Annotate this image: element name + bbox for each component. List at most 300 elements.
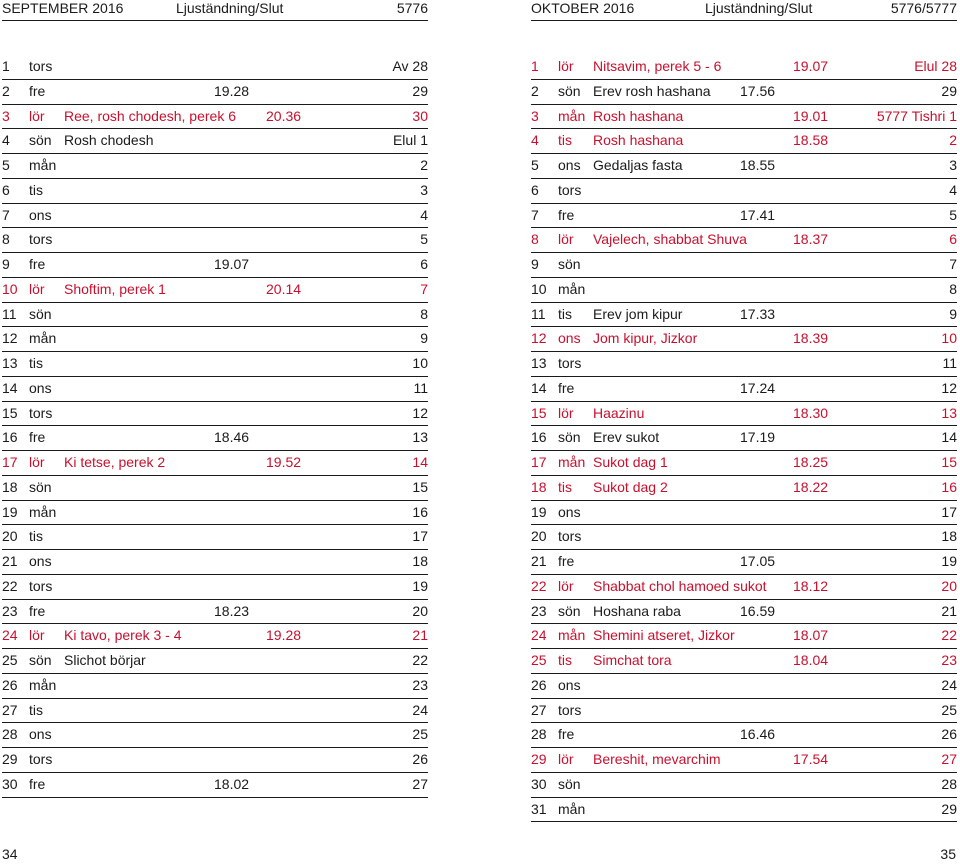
day-row: [531, 204, 957, 229]
day-number: 18: [531, 478, 547, 495]
day-number: 27: [531, 701, 547, 718]
day-row: [2, 55, 428, 80]
candle-lighting-time: 17.24: [740, 379, 776, 396]
weekday: tors: [29, 577, 53, 594]
weekday: tors: [29, 231, 53, 248]
day-row: [531, 80, 957, 105]
weekday: tors: [558, 528, 582, 545]
event-name: Rosh chodesh: [64, 132, 154, 149]
candle-lighting-time: 18.25: [793, 454, 829, 470]
event-name: Bereshit, mevarchim: [593, 751, 721, 767]
day-row: [2, 80, 428, 105]
candle-lighting-time: 17.41: [740, 206, 776, 223]
day-row: [531, 451, 957, 476]
day-row: [2, 649, 428, 674]
day-row: [531, 129, 957, 154]
event-name: Erev sukot: [593, 429, 660, 446]
weekday: sön: [29, 652, 52, 668]
weekday: tors: [29, 58, 53, 74]
weekday: sön: [29, 132, 52, 149]
day-row: [2, 748, 428, 773]
day-number: 19: [2, 503, 18, 520]
weekday: sön: [558, 429, 581, 446]
weekday: fre: [29, 82, 46, 99]
day-row: [2, 674, 428, 699]
hebrew-date: 21: [941, 602, 957, 619]
candle-lighting-time: 18.04: [793, 652, 829, 668]
hebrew-date: 15: [412, 478, 428, 495]
day-row: [2, 278, 428, 303]
day-number: 28: [2, 726, 18, 743]
day-number: 26: [2, 676, 18, 693]
weekday: fre: [558, 206, 575, 223]
month-header: [531, 0, 957, 17]
weekday: lör: [558, 58, 574, 74]
event-name: Ree, rosh chodesh, perek 6: [64, 107, 236, 124]
weekday: lör: [558, 231, 574, 248]
day-row: [531, 377, 957, 402]
day-row: [531, 55, 957, 80]
event-name: Slichot börjar: [64, 652, 146, 668]
day-number: 23: [2, 602, 18, 619]
weekday: fre: [558, 379, 575, 396]
page-number: 35: [940, 846, 956, 862]
event-name: Rosh hashana: [593, 132, 684, 149]
hebrew-date: 14: [941, 429, 957, 446]
candle-lighting-time: 17.56: [740, 82, 776, 99]
candle-lighting-time: 19.07: [793, 58, 829, 74]
weekday: sön: [558, 602, 581, 619]
day-number: 17: [2, 454, 18, 470]
weekday: lör: [29, 627, 45, 644]
day-row: [531, 773, 957, 798]
hebrew-date: 19: [412, 577, 428, 594]
day-number: 14: [531, 379, 547, 396]
day-number: 28: [531, 726, 547, 743]
hebrew-date: 12: [941, 379, 957, 396]
hebrew-date: 12: [412, 404, 428, 421]
day-row: [2, 402, 428, 427]
candle-lighting-time: 18.46: [214, 429, 250, 446]
hebrew-date: 23: [941, 652, 957, 668]
day-number: 2: [531, 82, 539, 99]
day-row: [531, 674, 957, 699]
day-number: 12: [531, 330, 547, 347]
hebrew-date: 11: [413, 379, 428, 396]
hebrew-date: Elul 1: [392, 132, 428, 149]
day-row: [531, 798, 957, 823]
event-name: Simchat tora: [593, 652, 672, 668]
weekday: tors: [558, 355, 582, 371]
weekday: fre: [558, 726, 575, 743]
hebrew-date: 16: [941, 478, 957, 495]
weekday: fre: [558, 553, 575, 569]
day-number: 14: [2, 379, 18, 396]
hebrew-date: 11: [942, 355, 957, 371]
hebrew-date: 23: [412, 676, 428, 693]
candle-lighting-time: 18.39: [793, 330, 829, 347]
weekday: fre: [29, 775, 46, 792]
day-row: [531, 154, 957, 179]
weekday: tis: [558, 132, 572, 149]
day-list: [531, 55, 957, 822]
day-row: [2, 624, 428, 649]
hebrew-date: 4: [420, 206, 428, 223]
candle-lighting-time: 18.30: [793, 404, 829, 421]
weekday: mån: [558, 280, 586, 297]
day-number: 13: [531, 355, 547, 371]
candle-lighting-time: 18.37: [793, 231, 829, 248]
day-row: [531, 501, 957, 526]
month-title: OKTOBER 2016: [531, 0, 635, 16]
day-number: 26: [531, 676, 547, 693]
weekday: sön: [558, 775, 581, 792]
hebrew-date: 13: [412, 429, 428, 446]
day-row: [531, 748, 957, 773]
hebrew-date: 10: [941, 330, 957, 347]
candle-lighting-label: Ljuständning/Slut: [176, 0, 284, 16]
hebrew-date: 27: [412, 775, 428, 792]
day-number: 15: [2, 404, 18, 421]
day-number: 6: [531, 181, 539, 198]
weekday: fre: [29, 602, 46, 619]
hebrew-date: 27: [941, 751, 957, 767]
day-number: 4: [2, 132, 10, 149]
hebrew-date: 28: [941, 775, 957, 792]
hebrew-date: 8: [949, 280, 957, 297]
weekday: mån: [558, 627, 586, 644]
candle-lighting-label: Ljuständning/Slut: [705, 0, 813, 16]
weekday: mån: [558, 800, 586, 817]
event-name: Vajelech, shabbat Shuva: [593, 231, 747, 248]
day-row: [2, 105, 428, 130]
weekday: tis: [558, 305, 572, 322]
weekday: tors: [29, 751, 53, 767]
candle-lighting-time: 18.02: [214, 775, 250, 792]
candle-lighting-time: 17.05: [740, 553, 776, 569]
day-row: [2, 600, 428, 625]
day-number: 8: [2, 231, 10, 248]
day-number: 21: [2, 553, 18, 569]
day-row: [2, 327, 428, 352]
candle-lighting-time: 17.19: [740, 429, 776, 446]
candle-lighting-time: 18.55: [740, 157, 776, 173]
day-number: 27: [2, 701, 18, 718]
day-row: [2, 179, 428, 204]
hebrew-date: 5: [949, 206, 957, 223]
day-row: [531, 723, 957, 748]
hebrew-date: 6: [949, 231, 957, 248]
weekday: lör: [29, 280, 45, 297]
day-number: 11: [2, 305, 17, 322]
event-name: Haazinu: [593, 404, 645, 421]
candle-lighting-time: 17.54: [793, 751, 829, 767]
candle-lighting-time: 18.23: [214, 602, 250, 619]
candle-lighting-time: 18.58: [793, 132, 829, 149]
event-name: Sukot dag 2: [593, 478, 668, 495]
day-row: [531, 303, 957, 328]
weekday: tors: [29, 404, 53, 421]
day-number: 3: [531, 107, 539, 124]
candle-lighting-time: 19.28: [266, 627, 302, 644]
event-name: Erev rosh hashana: [593, 82, 711, 99]
day-row: [531, 253, 957, 278]
weekday: fre: [29, 256, 46, 272]
hebrew-date: 13: [941, 404, 957, 421]
weekday: lör: [558, 404, 574, 421]
hebrew-date: 2: [949, 132, 957, 149]
weekday: tis: [558, 652, 572, 668]
day-number: 10: [531, 280, 547, 297]
weekday: sön: [29, 305, 52, 322]
day-number: 9: [531, 256, 539, 272]
event-name: Rosh hashana: [593, 107, 684, 124]
day-number: 7: [531, 206, 539, 223]
day-row: [2, 476, 428, 501]
day-number: 31: [531, 800, 547, 817]
month-header: [2, 0, 428, 17]
hebrew-date: 22: [412, 652, 428, 668]
candle-lighting-time: 18.07: [793, 627, 829, 644]
event-name: Gedaljas fasta: [593, 157, 683, 173]
event-name: Ki tavo, perek 3 - 4: [64, 627, 182, 644]
weekday: ons: [29, 379, 52, 396]
candle-lighting-time: 19.52: [266, 454, 302, 470]
day-list: [2, 55, 428, 798]
event-name: Shabbat chol hamoed sukot: [593, 577, 767, 594]
day-number: 13: [2, 355, 18, 371]
weekday: mån: [29, 157, 57, 173]
hebrew-date: 3: [949, 157, 957, 173]
day-row: [2, 352, 428, 377]
day-row: [531, 105, 957, 130]
weekday: fre: [29, 429, 46, 446]
hebrew-date: 25: [412, 726, 428, 743]
day-row: [2, 204, 428, 229]
hebrew-year: 5776/5777: [890, 0, 957, 16]
day-row: [2, 723, 428, 748]
hebrew-date: 22: [941, 627, 957, 644]
hebrew-date: 21: [412, 627, 428, 644]
hebrew-date: 4: [949, 181, 957, 198]
event-name: Jom kipur, Jizkor: [593, 330, 698, 347]
weekday: tors: [558, 181, 582, 198]
day-number: 23: [531, 602, 547, 619]
hebrew-date: 19: [941, 553, 957, 569]
weekday: ons: [558, 157, 581, 173]
event-name: Ki tetse, perek 2: [64, 454, 166, 470]
day-row: [531, 624, 957, 649]
day-row: [2, 773, 428, 798]
day-number: 10: [2, 280, 18, 297]
day-number: 21: [531, 553, 547, 569]
day-number: 29: [531, 751, 547, 767]
day-row: [2, 575, 428, 600]
hebrew-date: 14: [412, 454, 428, 470]
weekday: ons: [558, 330, 581, 347]
day-row: [2, 550, 428, 575]
hebrew-date: 17: [412, 528, 428, 545]
hebrew-date: 2: [420, 157, 428, 173]
weekday: tis: [29, 701, 43, 718]
weekday: tis: [29, 355, 43, 371]
weekday: ons: [558, 676, 581, 693]
day-row: [531, 278, 957, 303]
hebrew-date: 8: [420, 305, 428, 322]
hebrew-date: 25: [941, 701, 957, 718]
hebrew-date: 29: [941, 82, 957, 99]
weekday: sön: [558, 256, 581, 272]
day-row: [531, 600, 957, 625]
weekday: mån: [29, 503, 57, 520]
hebrew-date: 6: [420, 256, 428, 272]
hebrew-date: Av 28: [392, 58, 428, 74]
day-row: [2, 303, 428, 328]
event-name: Erev jom kipur: [593, 305, 683, 322]
day-number: 20: [2, 528, 18, 545]
weekday: mån: [558, 107, 586, 124]
day-number: 5: [2, 157, 10, 173]
day-row: [531, 228, 957, 253]
candle-lighting-time: 18.12: [793, 577, 829, 594]
day-number: 30: [531, 775, 547, 792]
hebrew-date: 16: [412, 503, 428, 520]
weekday: ons: [29, 206, 52, 223]
hebrew-date: 20: [941, 577, 957, 594]
hebrew-date: 18: [941, 528, 957, 545]
candle-lighting-time: 16.46: [740, 726, 776, 743]
event-name: Shemini atseret, Jizkor: [593, 627, 735, 644]
day-row: [531, 352, 957, 377]
hebrew-year: 5776: [396, 0, 428, 16]
weekday: lör: [29, 107, 45, 124]
day-row: [531, 426, 957, 451]
weekday: ons: [29, 726, 52, 743]
day-row: [2, 129, 428, 154]
day-number: 3: [2, 107, 10, 124]
day-number: 30: [2, 775, 18, 792]
day-number: 19: [531, 503, 547, 520]
day-row: [2, 525, 428, 550]
day-row: [2, 377, 428, 402]
hebrew-date: 29: [412, 82, 428, 99]
hebrew-date: 15: [941, 454, 957, 470]
candle-lighting-time: 20.36: [266, 107, 302, 124]
hebrew-date: 7: [420, 280, 428, 297]
day-number: 4: [531, 132, 539, 149]
candle-lighting-time: 18.22: [793, 478, 829, 495]
day-number: 15: [531, 404, 547, 421]
candle-lighting-time: 19.07: [214, 256, 250, 272]
hebrew-date: Elul 28: [914, 58, 957, 74]
weekday: tors: [558, 701, 582, 718]
day-number: 1: [2, 58, 10, 74]
weekday: mån: [29, 676, 57, 693]
hebrew-date: 7: [949, 256, 957, 272]
day-row: [2, 426, 428, 451]
hebrew-date: 9: [420, 330, 428, 347]
hebrew-date: 24: [941, 676, 957, 693]
candle-lighting-time: 16.59: [740, 602, 776, 619]
header-divider: [2, 20, 428, 21]
day-row: [2, 699, 428, 724]
hebrew-date: 17: [941, 503, 957, 520]
weekday: ons: [29, 553, 52, 569]
hebrew-date: 29: [941, 800, 957, 817]
october-calendar: [531, 0, 957, 817]
hebrew-date: 24: [412, 701, 428, 718]
weekday: ons: [558, 503, 581, 520]
day-number: 20: [531, 528, 547, 545]
hebrew-date: 26: [412, 751, 428, 767]
month-title: SEPTEMBER 2016: [2, 0, 124, 16]
day-number: 22: [2, 577, 18, 594]
page-number: 34: [2, 846, 18, 862]
day-number: 24: [2, 627, 18, 644]
day-number: 25: [531, 652, 547, 668]
day-row: [2, 451, 428, 476]
hebrew-date: 5: [420, 231, 428, 248]
day-number: 7: [2, 206, 10, 223]
hebrew-date: 9: [949, 305, 957, 322]
day-row: [531, 575, 957, 600]
day-number: 5: [531, 157, 539, 173]
day-number: 2: [2, 82, 10, 99]
weekday: tis: [29, 181, 43, 198]
candle-lighting-time: 19.01: [793, 107, 829, 124]
day-row: [531, 550, 957, 575]
day-number: 9: [2, 256, 10, 272]
day-number: 11: [531, 305, 546, 322]
day-row: [531, 525, 957, 550]
hebrew-date: 20: [412, 602, 428, 619]
weekday: sön: [558, 82, 581, 99]
candle-lighting-time: 17.33: [740, 305, 776, 322]
day-number: 6: [2, 181, 10, 198]
event-name: Sukot dag 1: [593, 454, 668, 470]
weekday: lör: [558, 577, 574, 594]
day-row: [531, 476, 957, 501]
day-row: [531, 649, 957, 674]
day-row: [2, 253, 428, 278]
day-number: 12: [2, 330, 18, 347]
weekday: lör: [29, 454, 45, 470]
day-number: 24: [531, 627, 547, 644]
weekday: lör: [558, 751, 574, 767]
hebrew-date: 3: [420, 181, 428, 198]
day-number: 22: [531, 577, 547, 594]
event-name: Hoshana raba: [593, 602, 681, 619]
weekday: tis: [558, 478, 572, 495]
weekday: tis: [29, 528, 43, 545]
hebrew-date: 10: [412, 355, 428, 371]
candle-lighting-time: 20.14: [266, 280, 302, 297]
day-row: [531, 179, 957, 204]
weekday: mån: [29, 330, 57, 347]
header-divider: [531, 20, 957, 21]
day-number: 16: [531, 429, 547, 446]
weekday: sön: [29, 478, 52, 495]
september-calendar: [2, 0, 428, 792]
day-number: 16: [2, 429, 18, 446]
day-number: 25: [2, 652, 18, 668]
day-row: [531, 699, 957, 724]
hebrew-date: 30: [412, 107, 428, 124]
event-name: Shoftim, perek 1: [64, 280, 166, 297]
day-number: 17: [531, 454, 547, 470]
candle-lighting-time: 19.28: [214, 82, 250, 99]
day-row: [2, 154, 428, 179]
